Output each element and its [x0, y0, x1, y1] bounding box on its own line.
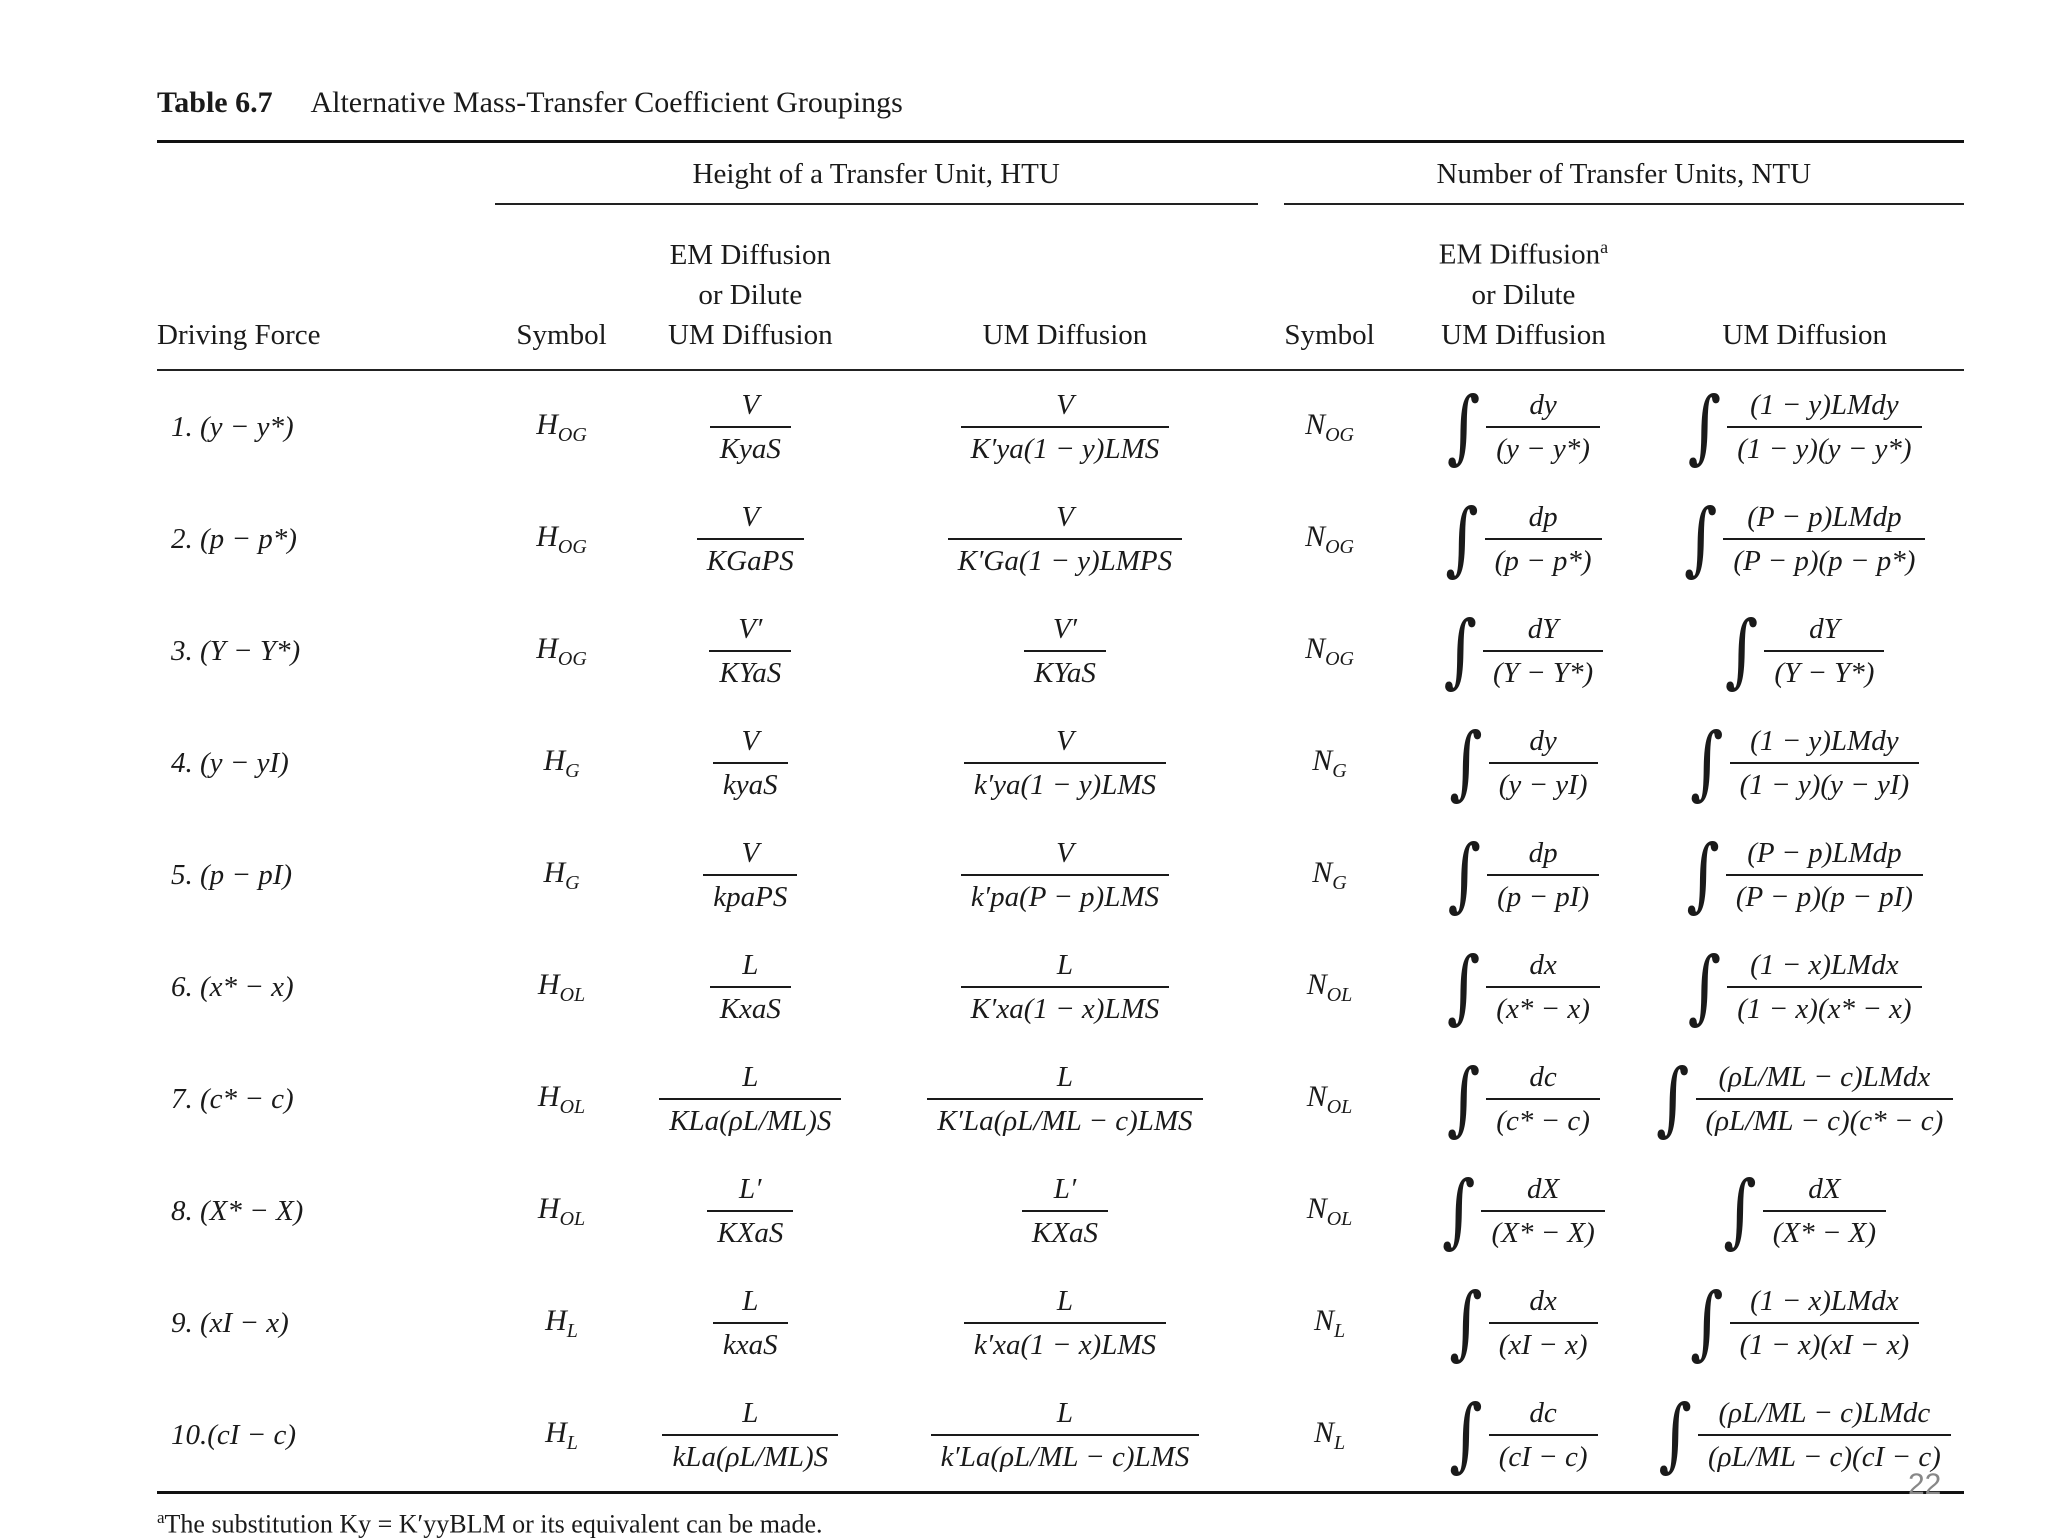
driving-force-cell: 10.(cI − c)	[171, 1418, 297, 1451]
fraction: $\frac{\text{(P − p)LMdp}}{(P - p)(p - p*)}$	[1723, 500, 1925, 578]
ntu-um-cell	[1645, 595, 1964, 707]
driving-force-cell: 6. (x* − x)	[171, 970, 294, 1003]
htu-um-cell	[872, 931, 1257, 1043]
fraction: $\frac{dc}{(c* - c)}$	[1486, 1060, 1600, 1138]
ntu-um-header: UM Diffusion	[1645, 205, 1964, 370]
htu-um-cell	[872, 1379, 1257, 1491]
integral-sign: ∫	[1445, 492, 1479, 586]
fraction: $\frac{V'}{\text{KYaS}}$	[1024, 612, 1106, 690]
integral-expression	[1724, 604, 1884, 698]
fraction: $\frac{V}{\text{kyaS}}$	[713, 724, 788, 802]
fraction: $\frac{dY}{(Y - Y*)}$	[1483, 612, 1603, 690]
table-title: Alternative Mass-Transfer Coefficient Groupings	[310, 86, 903, 119]
fraction: $\frac{\text{(1 − y)LMdy}}{(1 - y)(y - y*)}$	[1727, 388, 1921, 466]
ntu-em-cell	[1401, 1267, 1645, 1379]
fraction: $\frac{V}{\text{KyaS}}$	[710, 388, 791, 466]
htu-symbol-cell: $H_L$	[545, 1415, 578, 1454]
htu-um-cell	[872, 370, 1257, 483]
ntu-symbol-cell: $N_G$	[1312, 855, 1347, 894]
ntu-em-cell	[1401, 483, 1645, 595]
fraction: $\frac{V'}{\text{KYaS}}$	[709, 612, 791, 690]
integral-expression	[1687, 380, 1922, 474]
htu-symbol-header: Symbol	[495, 205, 629, 370]
integral-sign: ∫	[1446, 380, 1481, 474]
table-row	[157, 1379, 1964, 1491]
htu-em-cell	[628, 819, 872, 931]
htu-um-cell	[872, 483, 1257, 595]
htu-um-header: UM Diffusion	[872, 205, 1257, 370]
integral-sign: ∫	[1446, 940, 1481, 1034]
htu-um-cell	[872, 707, 1257, 819]
htu-em-cell	[628, 707, 872, 819]
integral-expression	[1690, 1276, 1919, 1370]
fraction: $\frac{L}{\text{K′La(ρL/ML − c)LMS}}$	[927, 1060, 1202, 1138]
integral-sign: ∫	[1443, 604, 1478, 698]
fraction: $\frac{L}{\text{k′xa(1 − x)LMS}}$	[964, 1284, 1166, 1362]
fraction: $\frac{dp}{(p - p*)}$	[1485, 500, 1602, 578]
ntu-em-cell	[1401, 1043, 1645, 1155]
fraction: $\frac{L}{\text{kxaS}}$	[713, 1284, 788, 1362]
driving-force-cell: 7. (c* − c)	[171, 1082, 294, 1115]
fraction: $\frac{dc}{(cI - c)}$	[1489, 1396, 1598, 1474]
ntu-symbol-cell: $N_L$	[1313, 1415, 1346, 1454]
fraction: $\frac{V}{\text{K′ya(1 − y)LMS}}$	[961, 388, 1170, 466]
driving-force-cell: 9. (xI − x)	[171, 1306, 289, 1339]
ntu-em-cell	[1401, 1155, 1645, 1267]
table-row	[157, 1043, 1964, 1155]
htu-symbol-cell: $H_{OL}$	[537, 1079, 586, 1118]
htu-symbol-cell: $H_G$	[543, 743, 580, 782]
table-row	[157, 707, 1964, 819]
integral-expression	[1446, 940, 1600, 1034]
fraction: $\frac{V}{\text{KGaPS}}$	[697, 500, 804, 578]
integral-sign: ∫	[1447, 828, 1482, 922]
table-row	[157, 370, 1964, 483]
table-row	[157, 819, 1964, 931]
integral-sign: ∫	[1656, 1052, 1690, 1146]
ntu-em-header: EM Diffusion$^a$ or Dilute UM Diffusion	[1401, 205, 1645, 370]
integral-sign: ∫	[1690, 716, 1724, 810]
integral-sign: ∫	[1449, 1276, 1483, 1370]
driving-force-cell: 5. (p − pI)	[171, 858, 293, 891]
htu-group-header: Height of a Transfer Unit, HTU	[495, 143, 1258, 205]
table-body	[157, 370, 1964, 1491]
driving-force-cell: 4. (y − yI)	[171, 746, 289, 779]
integral-expression	[1690, 716, 1919, 810]
fraction: $\frac{\text{(ρL/ML − c)LMdc}}{(\rho L/ML - c)(cI - c)}$	[1698, 1396, 1951, 1474]
integral-expression	[1449, 1276, 1597, 1370]
ntu-symbol-header: Symbol	[1258, 205, 1402, 370]
table-row	[157, 595, 1964, 707]
fraction: $\frac{L}{\text{k′La(ρL/ML − c)LMS}}$	[931, 1396, 1200, 1474]
fraction: $\frac{L}{\text{kLa(ρL/ML)S}}$	[662, 1396, 838, 1474]
ntu-um-cell	[1645, 1155, 1964, 1267]
fraction: $\frac{dy}{(y - y*)}$	[1486, 388, 1600, 466]
fraction: $\frac{dx}{(x* - x)}$	[1486, 948, 1600, 1026]
htu-symbol-cell: $H_{OL}$	[537, 1191, 586, 1230]
fraction: $\frac{V}{\text{k′ya(1 − y)LMS}}$	[964, 724, 1166, 802]
bottom-rule	[157, 1491, 1964, 1494]
fraction: $\frac{\text{(ρL/ML − c)LMdx}}{(\rho L/ML - c)(c* - c)}$	[1696, 1060, 1954, 1138]
table-row	[157, 931, 1964, 1043]
fraction: $\frac{L'}{\text{KXaS}}$	[1022, 1172, 1108, 1250]
ntu-symbol-cell: $N_L$	[1313, 1303, 1346, 1342]
driving-force-cell: 1. (y − y*)	[171, 410, 294, 443]
ntu-symbol-cell: $N_{OL}$	[1306, 1079, 1353, 1118]
fraction: $\frac{dX}{(X* - X)}$	[1763, 1172, 1886, 1250]
fraction: $\frac{V}{\text{kpaPS}}$	[703, 836, 797, 914]
htu-em-cell	[628, 483, 872, 595]
driving-force-cell: 8. (X* − X)	[171, 1194, 304, 1227]
fraction: $\frac{V}{\text{K′Ga(1 − y)LMPS}}$	[948, 500, 1182, 578]
ntu-um-cell	[1645, 370, 1964, 483]
fraction: $\frac{V}{\text{k′pa(P − p)LMS}}$	[961, 836, 1169, 914]
ntu-symbol-cell: $N_{OL}$	[1306, 1191, 1353, 1230]
ntu-um-cell	[1645, 931, 1964, 1043]
integral-expression	[1723, 1164, 1886, 1258]
htu-um-cell	[872, 1043, 1257, 1155]
ntu-em-cell	[1401, 1379, 1645, 1491]
integral-expression	[1449, 716, 1597, 810]
integral-sign: ∫	[1449, 716, 1483, 810]
integral-expression	[1684, 492, 1925, 586]
integral-sign: ∫	[1724, 604, 1759, 698]
fraction: $\frac{\text{(P − p)LMdp}}{(P - p)(p - pI)}$	[1726, 836, 1923, 914]
integral-sign: ∫	[1684, 492, 1718, 586]
integral-expression	[1658, 1388, 1951, 1482]
ntu-um-cell	[1645, 483, 1964, 595]
ntu-em-cell	[1401, 931, 1645, 1043]
htu-em-cell	[628, 1155, 872, 1267]
integral-sign: ∫	[1723, 1164, 1757, 1258]
integral-expression	[1442, 1164, 1605, 1258]
coefficient-table	[157, 143, 1964, 1491]
integral-sign: ∫	[1658, 1388, 1692, 1482]
ntu-um-cell	[1645, 1043, 1964, 1155]
integral-expression	[1447, 828, 1599, 922]
fraction: $\frac{L}{\text{K′xa(1 − x)LMS}}$	[961, 948, 1170, 1026]
ntu-um-cell	[1645, 819, 1964, 931]
htu-symbol-cell: $H_{OG}$	[536, 631, 587, 670]
integral-expression	[1656, 1052, 1953, 1146]
htu-symbol-cell: $H_{OG}$	[536, 407, 587, 446]
htu-em-header: EM Diffusion or Dilute UM Diffusion	[628, 205, 872, 370]
integral-sign: ∫	[1687, 940, 1722, 1034]
driving-force-cell: 3. (Y − Y*)	[171, 634, 301, 667]
integral-expression	[1445, 492, 1601, 586]
fraction: $\frac{dy}{(y - yI)}$	[1489, 724, 1598, 802]
integral-sign: ∫	[1690, 1276, 1724, 1370]
fraction: $\frac{dY}{(Y - Y*)}$	[1764, 612, 1884, 690]
ntu-em-cell	[1401, 819, 1645, 931]
table-row	[157, 1267, 1964, 1379]
ntu-em-cell	[1401, 595, 1645, 707]
integral-expression	[1687, 940, 1922, 1034]
ntu-symbol-cell: $N_G$	[1312, 743, 1347, 782]
htu-symbol-cell: $H_{OL}$	[537, 967, 586, 1006]
htu-symbol-cell: $H_L$	[545, 1303, 578, 1342]
table-number: Table 6.7	[157, 86, 273, 119]
integral-sign: ∫	[1446, 1052, 1481, 1146]
fraction: $\frac{\text{(1 − y)LMdy}}{(1 - y)(y - yI)}$	[1730, 724, 1920, 802]
ntu-symbol-cell: $N_{OG}$	[1305, 631, 1354, 670]
integral-sign: ∫	[1449, 1388, 1483, 1482]
htu-um-cell	[872, 1267, 1257, 1379]
htu-em-cell	[628, 1267, 872, 1379]
fraction: $\frac{dp}{(p - pI)}$	[1487, 836, 1599, 914]
htu-em-cell	[628, 931, 872, 1043]
ntu-em-cell	[1401, 707, 1645, 819]
ntu-symbol-cell: $N_{OG}$	[1305, 519, 1354, 558]
htu-em-cell	[628, 1379, 872, 1491]
fraction: $\frac{L'}{\text{KXaS}}$	[707, 1172, 793, 1250]
fraction: $\frac{L}{\text{KLa(ρL/ML)S}}$	[659, 1060, 841, 1138]
fraction: $\frac{\text{(1 − x)LMdx}}{(1 - x)(xI - x)}$	[1730, 1284, 1920, 1362]
integral-expression	[1449, 1388, 1597, 1482]
integral-sign: ∫	[1686, 828, 1720, 922]
ntu-symbol-cell: $N_{OL}$	[1306, 967, 1353, 1006]
htu-symbol-cell: $H_{OG}$	[536, 519, 587, 558]
ntu-um-cell	[1645, 707, 1964, 819]
integral-expression	[1443, 604, 1603, 698]
htu-symbol-cell: $H_G$	[543, 855, 580, 894]
table-row	[157, 1155, 1964, 1267]
ntu-em-cell	[1401, 370, 1645, 483]
ntu-symbol-cell: $N_{OG}$	[1305, 407, 1354, 446]
table-caption	[157, 80, 1964, 140]
integral-sign: ∫	[1687, 380, 1722, 474]
htu-em-cell	[628, 1043, 872, 1155]
driving-force-header: Driving Force	[157, 205, 495, 370]
htu-um-cell	[872, 1155, 1257, 1267]
integral-expression	[1686, 828, 1922, 922]
table-row	[157, 483, 1964, 595]
page-number: 22	[1908, 1468, 1942, 1501]
fraction: $\frac{L}{\text{KxaS}}$	[710, 948, 791, 1026]
htu-um-cell	[872, 595, 1257, 707]
fraction: $\frac{dx}{(xI - x)}$	[1489, 1284, 1598, 1362]
integral-expression	[1446, 380, 1600, 474]
htu-em-cell	[628, 370, 872, 483]
driving-force-cell: 2. (p − p*)	[171, 522, 297, 555]
integral-expression	[1446, 1052, 1600, 1146]
ntu-group-header: Number of Transfer Units, NTU	[1258, 143, 1964, 205]
table-footnote: $^a$The substitution Ky = K′yyBLM or its equivalent can be made.	[157, 1508, 823, 1539]
fraction: $\frac{dX}{(X* - X)}$	[1481, 1172, 1604, 1250]
ntu-um-cell	[1645, 1267, 1964, 1379]
fraction: $\frac{\text{(1 − x)LMdx}}{(1 - x)(x* - x)}$	[1727, 948, 1921, 1026]
table-page	[157, 80, 1964, 1540]
htu-em-cell	[628, 595, 872, 707]
htu-um-cell	[872, 819, 1257, 931]
integral-sign: ∫	[1442, 1164, 1476, 1258]
